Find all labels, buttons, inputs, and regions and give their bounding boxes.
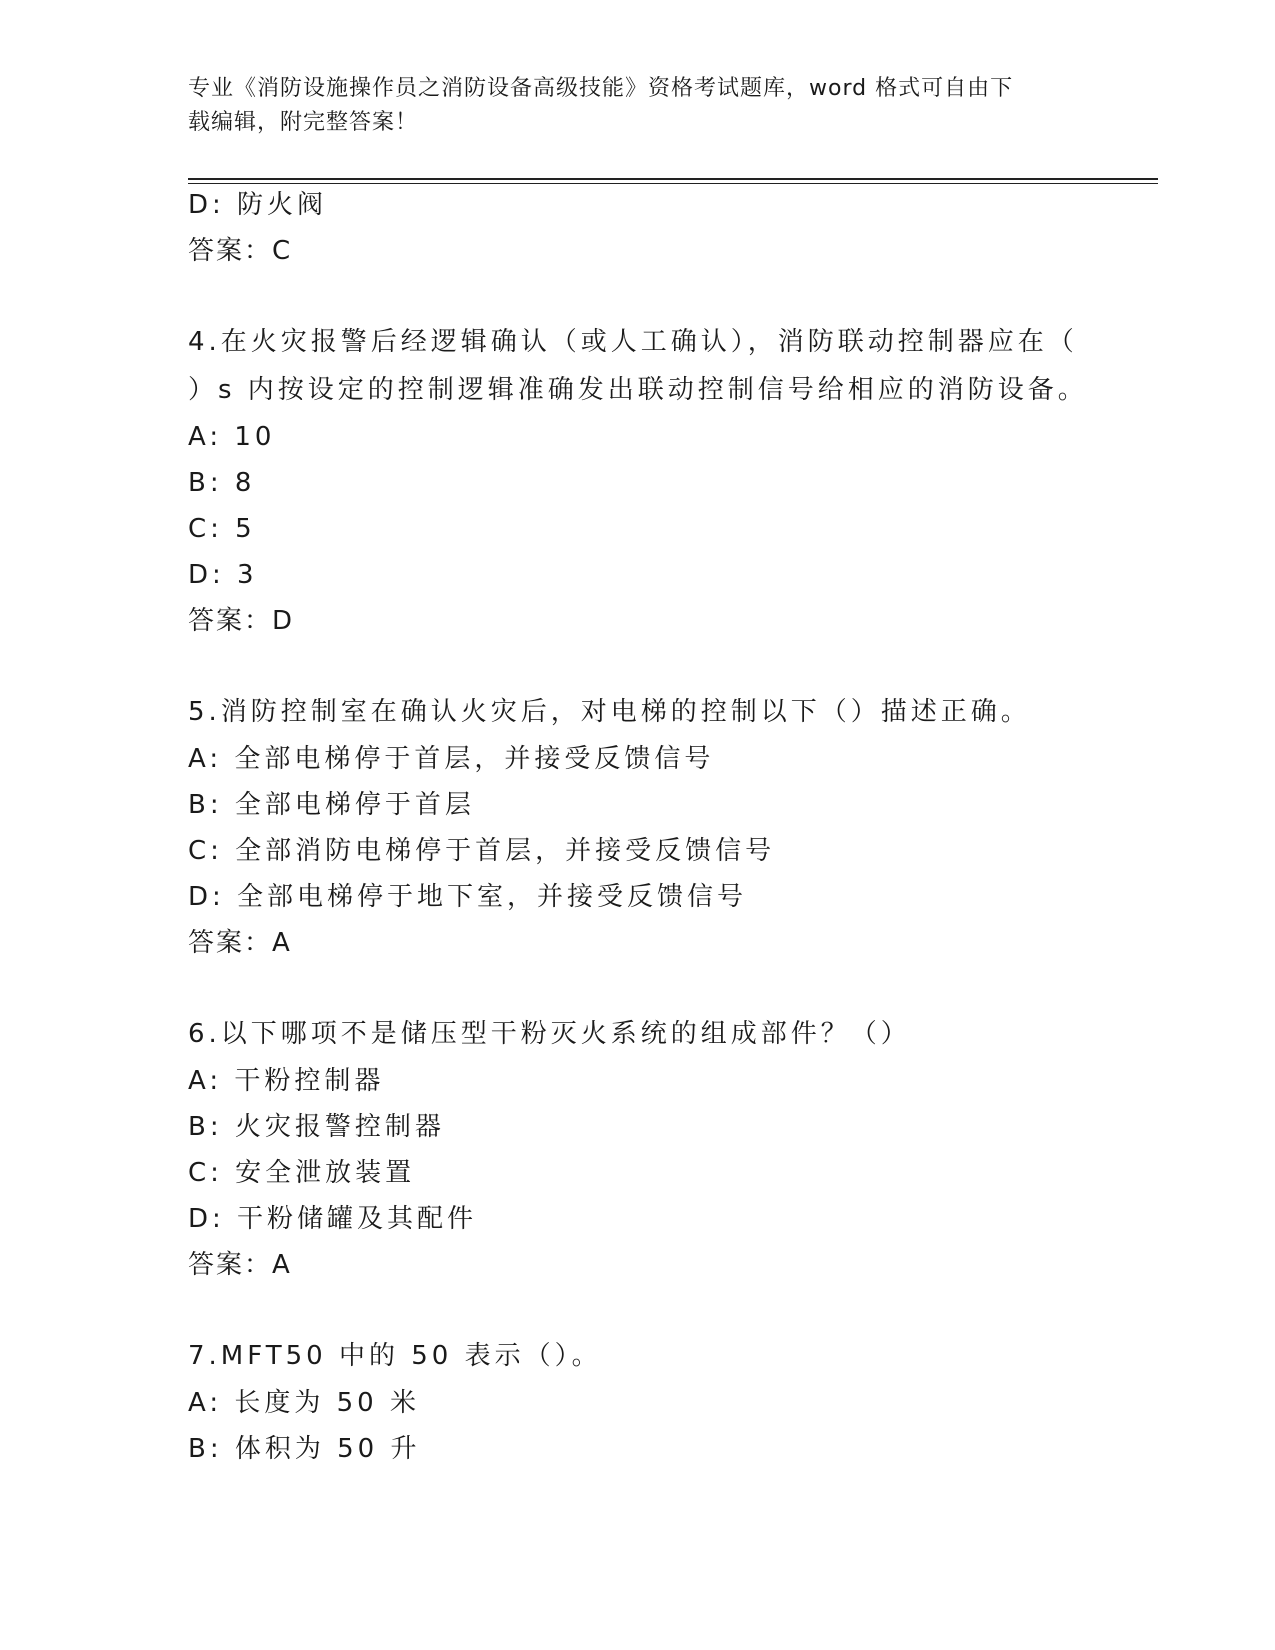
question-stem: 6.以下哪项不是储压型干粉灭火系统的组成部件？（） (188, 1019, 911, 1049)
option-c: C: 安全泄放装置 (188, 1158, 416, 1188)
question-5 (188, 688, 1088, 966)
option-b: B: 火灾报警控制器 (188, 1112, 445, 1142)
question-7 (188, 1332, 1088, 1472)
spacer (188, 644, 1088, 688)
option-a: A: 长度为 50 米 (188, 1388, 420, 1418)
answer-label: 答案：C (188, 236, 293, 266)
option-c: C: 5 (188, 514, 256, 544)
option-a: A: 10 (188, 422, 276, 452)
spacer (188, 1288, 1088, 1332)
spacer (188, 274, 1088, 318)
option-a: A: 干粉控制器 (188, 1066, 385, 1096)
answer-label: 答案：D (188, 606, 295, 636)
answer-label: 答案：A (188, 928, 292, 958)
question-stem: 7.MFT50 中的 50 表示（）。 (188, 1341, 602, 1371)
option-b: B: 体积为 50 升 (188, 1434, 421, 1464)
question-stem: 5.消防控制室在确认火灾后，对电梯的控制以下（）描述正确。 (188, 697, 1031, 727)
option-c: C: 全部消防电梯停于首层，并接受反馈信号 (188, 836, 776, 866)
question-3-tail (188, 182, 1088, 274)
question-stem: 4.在火灾报警后经逻辑确认（或人工确认），消防联动控制器应在（ (188, 327, 1078, 357)
question-stem: ）s 内按设定的控制逻辑准确发出联动控制信号给相应的消防设备。 (188, 375, 1088, 405)
document-header (188, 72, 1068, 140)
question-4 (188, 318, 1088, 644)
option-b: B: 8 (188, 468, 256, 498)
answer-label: 答案：A (188, 1250, 292, 1280)
header-line-1: 专业《消防设施操作员之消防设备高级技能》资格考试题库，word 格式可自由下 (188, 76, 1014, 101)
question-6 (188, 1010, 1088, 1288)
option-d: D: 全部电梯停于地下室，并接受反馈信号 (188, 882, 748, 912)
option-d: D: 3 (188, 560, 258, 590)
header-line-2: 载编辑，附完整答案！ (188, 110, 419, 135)
option-d: D: 防火阀 (188, 190, 328, 220)
question-list (188, 188, 1088, 1472)
option-a: A: 全部电梯停于首层，并接受反馈信号 (188, 744, 715, 774)
option-d: D: 干粉储罐及其配件 (188, 1204, 478, 1234)
spacer (188, 966, 1088, 1010)
option-b: B: 全部电梯停于首层 (188, 790, 475, 820)
